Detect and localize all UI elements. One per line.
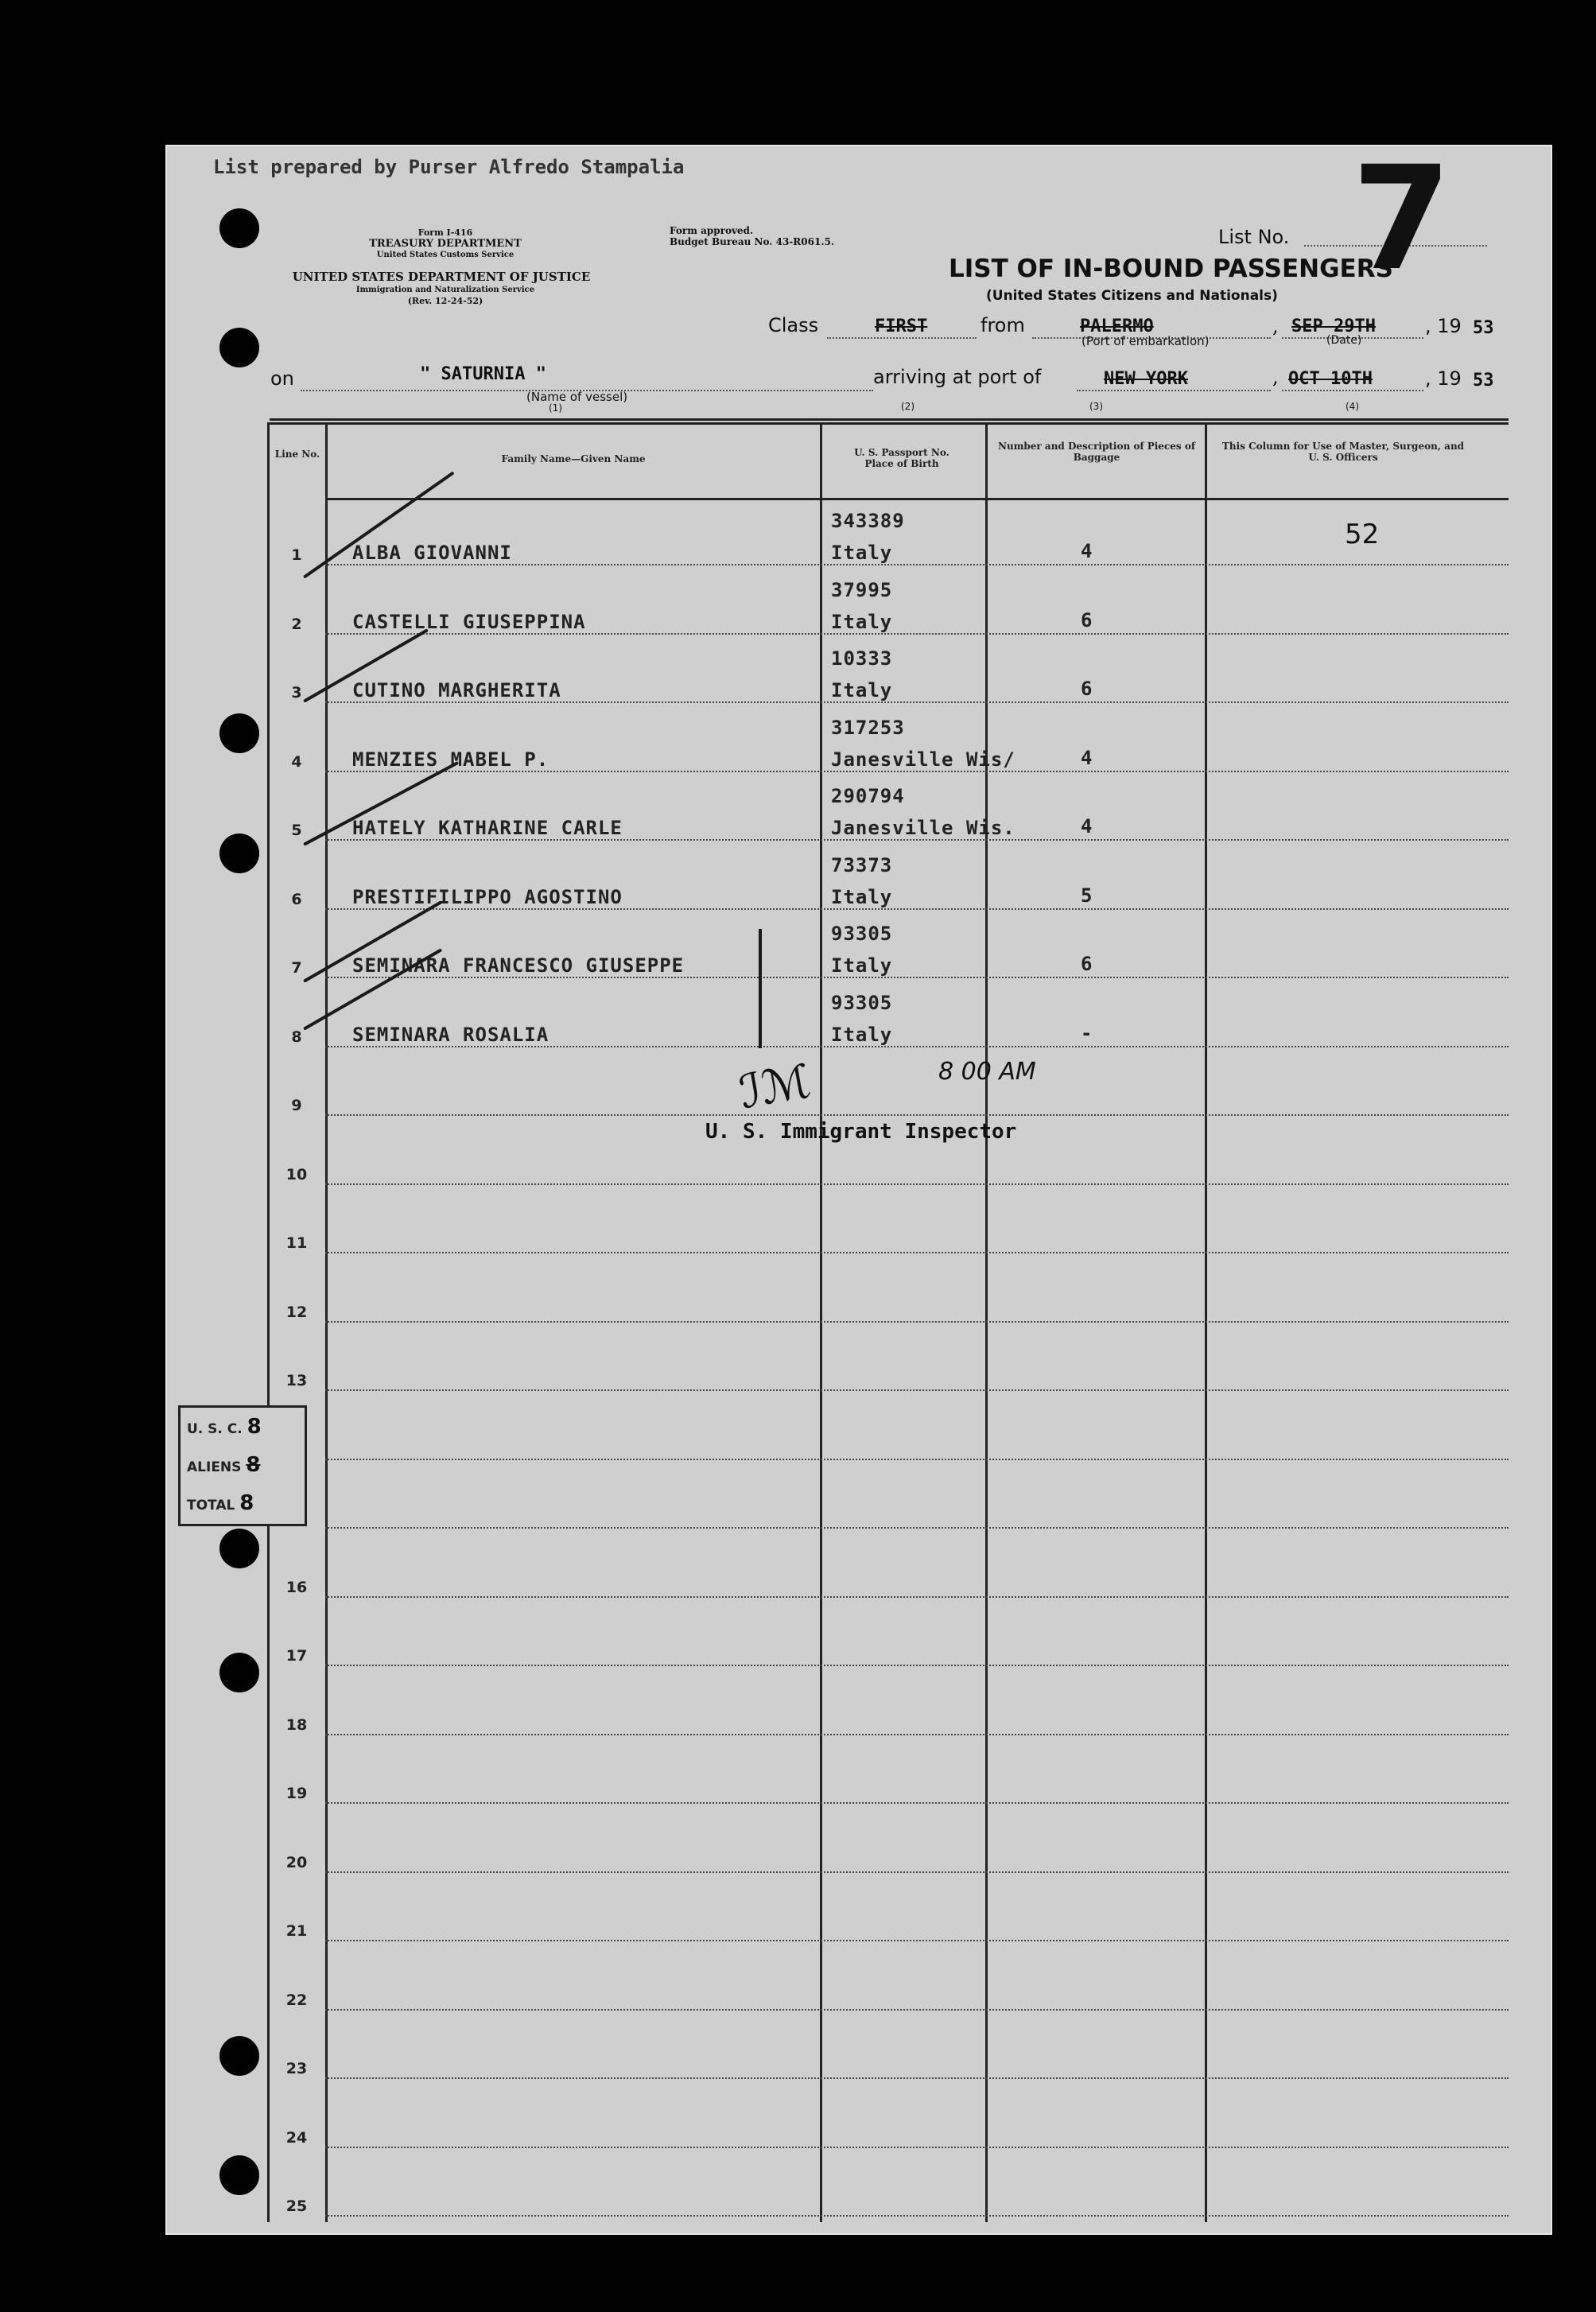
count-stamp — [178, 1405, 307, 1526]
revision-date: (Rev. 12-24-52) — [407, 296, 483, 306]
line-number: 12 — [285, 1303, 308, 1321]
place-of-birth: Italy — [831, 610, 893, 633]
column-divider — [985, 425, 988, 2222]
line-number: 10 — [285, 1165, 308, 1183]
row-line — [325, 1459, 1509, 1460]
customs-service: United States Customs Service — [376, 251, 515, 259]
baggage-count: - — [1081, 1021, 1093, 1044]
column-header-passport: U. S. Passport No. Place of Birth — [854, 447, 949, 469]
line-number: 16 — [285, 1578, 308, 1596]
preparer-note: List prepared by Purser Alfredo Stampalia — [213, 156, 685, 178]
column-header-name: Family Name—Given Name — [501, 453, 646, 464]
passenger-name: CASTELLI GIUSEPPINA — [352, 610, 586, 633]
passport-number: 73373 — [831, 853, 893, 876]
punch-hole — [219, 833, 259, 873]
ins-service: Immigration and Naturalization Service — [355, 286, 535, 294]
line-number: 23 — [285, 2060, 308, 2077]
row-line — [325, 1114, 1509, 1116]
column-header-baggage: Number and Description of Pieces of Baggage — [998, 441, 1195, 463]
row-line — [325, 771, 1509, 772]
line-number: 6 — [291, 890, 302, 908]
arrival-port: NEW YORK — [1104, 369, 1188, 389]
row-line — [325, 2009, 1509, 2011]
row-line — [325, 908, 1509, 910]
line-number: 25 — [285, 2197, 308, 2215]
passport-number: 93305 — [831, 923, 893, 945]
punch-hole — [219, 713, 259, 753]
row-line — [325, 1527, 1509, 1529]
inspector-mark — [759, 929, 762, 1048]
row-line — [325, 2215, 1509, 2217]
line-number: 4 — [291, 752, 302, 771]
usc-count: U. S. C. 8 — [187, 1415, 262, 1439]
place-of-birth: Janesville Wis. — [831, 817, 1015, 839]
header-rule — [325, 498, 1509, 500]
line-number: 19 — [285, 1785, 308, 1802]
row-line — [325, 633, 1509, 635]
page-subtitle: (United States Citizens and Nationals) — [986, 288, 1278, 304]
baggage-count: 4 — [1081, 815, 1093, 837]
row-line — [325, 977, 1509, 978]
class-value: FIRST — [875, 317, 928, 336]
line-number: 11 — [285, 1234, 308, 1252]
row-line — [325, 1871, 1509, 1873]
line-number: 3 — [291, 684, 302, 701]
baggage-count: 5 — [1081, 884, 1093, 907]
passenger-name: ALBA GIOVANNI — [352, 542, 512, 564]
year1-prefix: , 19 — [1425, 315, 1462, 337]
date-caption: (Date) — [1326, 334, 1362, 347]
vessel-name: " SATURNIA " — [420, 364, 546, 384]
column-divider — [1205, 425, 1207, 2222]
line-number: 21 — [285, 1922, 308, 1940]
row-line — [325, 839, 1509, 841]
line-number: 20 — [285, 1853, 308, 1871]
class-label: Class — [768, 314, 819, 336]
officer-note: 52 — [1345, 519, 1380, 550]
line-number: 5 — [291, 822, 302, 839]
on-label: on — [270, 367, 294, 390]
form-approved: Form approved. — [670, 225, 754, 236]
row-line — [325, 1802, 1509, 1804]
line-number: 8 — [291, 1028, 302, 1046]
passport-number: 10333 — [831, 647, 893, 670]
place-of-birth: Italy — [831, 679, 893, 701]
row-line — [325, 1596, 1509, 1598]
caption-4: (4) — [1346, 401, 1359, 412]
passenger-name: MENZIES MABEL P. — [352, 748, 549, 771]
budget-bureau: Budget Bureau No. 43-R061.5. — [670, 236, 835, 247]
passenger-name: SEMINARA ROSALIA — [352, 1023, 549, 1046]
from-label: from — [981, 314, 1025, 336]
column-header-officers: This Column for Use of Master, Surgeon, and U. S. Officers — [1221, 441, 1465, 463]
punch-hole — [219, 1653, 259, 1692]
page-title: LIST OF IN-BOUND PASSENGERS — [949, 255, 1393, 283]
line-number: 7 — [291, 959, 302, 977]
row-line — [325, 1734, 1509, 1735]
comma: , — [1272, 315, 1279, 337]
date2-line — [1282, 390, 1423, 391]
passport-number: 93305 — [831, 991, 893, 1014]
caption-2: (2) — [901, 401, 914, 412]
passenger-name: PRESTIFILIPPO AGOSTINO — [352, 885, 623, 908]
year2-value: 53 — [1473, 371, 1494, 391]
year1-value: 53 — [1473, 318, 1494, 338]
place-of-birth: Janesville Wis/ — [831, 748, 1015, 771]
row-line — [325, 1665, 1509, 1666]
inspector-signature: ℐℳ — [735, 1053, 815, 1120]
passenger-name: HATELY KATHARINE CARLE — [352, 817, 623, 839]
passenger-name: SEMINARA FRANCESCO GIUSEPPE — [352, 954, 685, 977]
passenger-table — [267, 422, 1509, 2222]
arriving-label: arriving at port of — [873, 366, 1042, 388]
form-number: Form I-416 — [417, 227, 473, 238]
from-caption: (Port of embarkation) — [1081, 334, 1210, 348]
line-number: 22 — [285, 1991, 308, 2009]
vessel-caption: (Name of vessel) — [526, 390, 628, 404]
place-of-birth: Italy — [831, 542, 893, 564]
passport-number: 343389 — [831, 510, 905, 532]
baggage-count: 4 — [1081, 540, 1093, 562]
from-value: PALERMO — [1080, 317, 1154, 336]
baggage-count: 6 — [1081, 608, 1093, 631]
arrival-date: OCT 10TH — [1288, 369, 1373, 389]
line-number: 2 — [291, 615, 302, 633]
column-divider — [820, 425, 822, 2222]
treasury-department: TREASURY DEPARTMENT — [369, 238, 522, 250]
punch-hole — [219, 2155, 259, 2195]
row-line — [325, 1252, 1509, 1253]
column-header-line: Line No. — [274, 449, 320, 460]
punch-hole — [219, 2036, 259, 2076]
baggage-count: 6 — [1081, 953, 1093, 975]
row-line — [325, 1940, 1509, 1941]
row-line — [325, 1046, 1509, 1047]
baggage-count: 6 — [1081, 678, 1093, 700]
column-divider — [325, 425, 328, 2222]
line-number: 18 — [285, 1716, 308, 1734]
comma: , — [1272, 366, 1279, 388]
punch-hole — [219, 208, 259, 248]
line-number: 13 — [285, 1372, 308, 1389]
department-of-justice: UNITED STATES DEPARTMENT OF JUSTICE — [292, 270, 591, 284]
passenger-name: CUTINO MARGHERITA — [352, 679, 561, 701]
line-number: 17 — [285, 1647, 308, 1665]
row-line — [325, 2147, 1509, 2148]
inspector-time: 8 00 AM — [938, 1058, 1036, 1086]
table-top-rule — [270, 418, 1509, 421]
punch-hole — [219, 328, 259, 367]
place-of-birth: Italy — [831, 954, 893, 977]
list-no-label: List No. — [1218, 226, 1290, 248]
punch-hole — [219, 1529, 259, 1568]
port-line — [1077, 390, 1271, 391]
line-number: 1 — [291, 546, 302, 564]
row-line — [325, 2077, 1509, 2079]
passport-number: 317253 — [831, 716, 905, 739]
passport-number: 37995 — [831, 578, 893, 601]
list-number: 7 — [1352, 136, 1452, 302]
departure-date: SEP 29TH — [1291, 317, 1376, 336]
row-line — [325, 1183, 1509, 1185]
caption-1: (1) — [549, 402, 562, 414]
year2-prefix: , 19 — [1425, 367, 1462, 390]
class-line — [827, 337, 977, 339]
passport-number: 290794 — [831, 785, 905, 807]
inspector-label: U. S. Immigrant Inspector — [705, 1120, 1017, 1144]
line-number: 24 — [285, 2128, 308, 2147]
place-of-birth: Italy — [831, 885, 893, 908]
row-line — [325, 1321, 1509, 1323]
aliens-count: ALIENS 8 — [187, 1453, 261, 1477]
total-count: TOTAL 8 — [187, 1491, 254, 1515]
row-line — [325, 701, 1509, 703]
caption-3: (3) — [1089, 401, 1103, 412]
line-number: 9 — [291, 1097, 302, 1114]
baggage-count: 4 — [1081, 746, 1093, 769]
row-line — [325, 564, 1509, 565]
row-line — [325, 1389, 1509, 1391]
place-of-birth: Italy — [831, 1023, 893, 1046]
